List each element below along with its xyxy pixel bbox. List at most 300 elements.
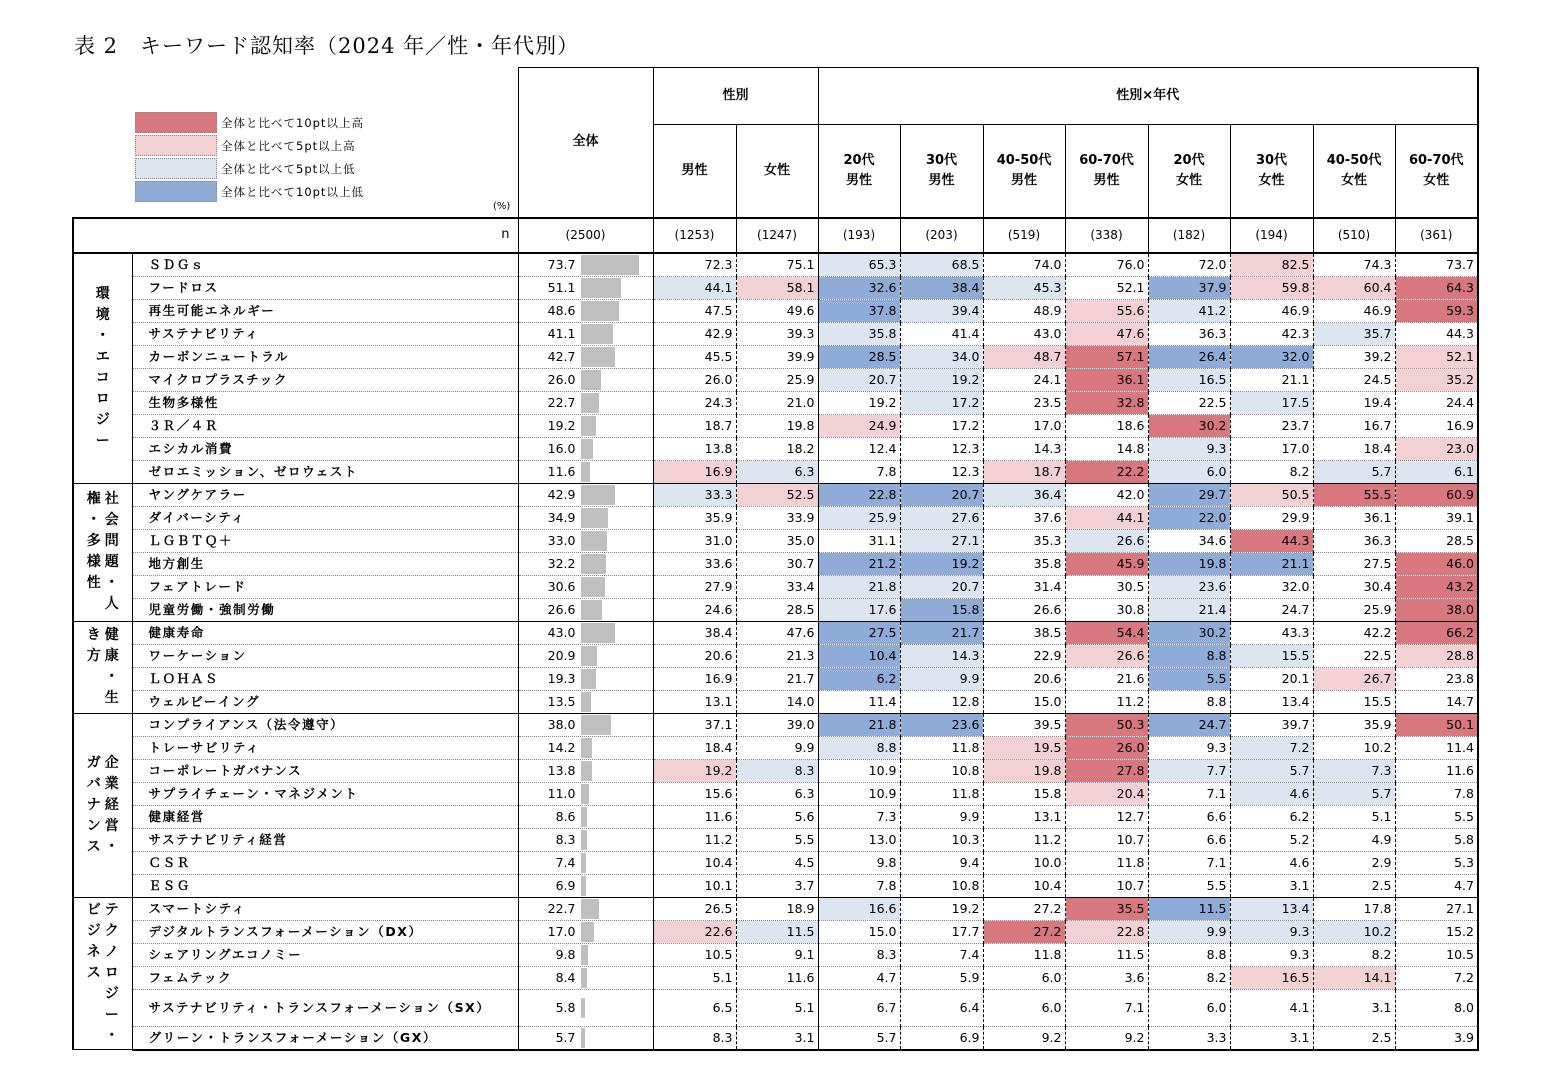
value-cell: 11.2 [983, 828, 1065, 851]
value-cell: 6.0 [983, 966, 1065, 989]
value-cell: 2.9 [1313, 851, 1395, 874]
value-cell: 34.6 [1148, 529, 1230, 552]
value-cell: 11.2 [653, 828, 736, 851]
keyword-label: エシカル消費 [132, 437, 518, 460]
total-cell [518, 575, 653, 598]
value-cell: 65.3 [818, 253, 900, 277]
value-cell: 5.5 [1148, 874, 1230, 897]
total-bar [581, 922, 595, 942]
value-cell: 50.3 [1065, 713, 1148, 736]
keyword-label: スマートシティ [132, 897, 518, 920]
table-row [73, 345, 1478, 368]
keyword-label: ワーケーション [132, 644, 518, 667]
value-cell: 39.9 [736, 345, 818, 368]
value-cell: 5.7 [1313, 460, 1395, 483]
keyword-label: 健康寿命 [132, 621, 518, 644]
keyword-label: デジタルトランスフォーメーション（DX） [132, 920, 518, 943]
value-cell: 3.1 [1230, 874, 1313, 897]
total-cell [518, 736, 653, 759]
value-cell: 33.6 [653, 552, 736, 575]
value-cell: 16.7 [1313, 414, 1395, 437]
value-cell: 39.1 [1395, 506, 1478, 529]
value-cell: 24.7 [1148, 713, 1230, 736]
total-bar [581, 577, 605, 597]
value-cell: 12.3 [900, 460, 983, 483]
total-cell [518, 667, 653, 690]
value-cell: 21.7 [900, 621, 983, 644]
value-cell: 30.5 [1065, 575, 1148, 598]
value-cell: 47.6 [1065, 322, 1148, 345]
value-cell: 10.2 [1313, 736, 1395, 759]
group-label: き 方 健 康 ・ 生 [73, 621, 132, 713]
total-bar [581, 623, 615, 643]
value-cell: 21.1 [1230, 368, 1313, 391]
keyword-label: ウェルビーイング [132, 690, 518, 713]
table-row [73, 690, 1478, 713]
value-cell: 11.6 [1395, 759, 1478, 782]
value-cell: 5.9 [900, 966, 983, 989]
value-cell: 27.5 [1313, 552, 1395, 575]
value-cell: 25.9 [1313, 598, 1395, 621]
value-cell: 20.4 [1065, 782, 1148, 805]
value-cell: 4.7 [1395, 874, 1478, 897]
value-cell: 16.9 [653, 460, 736, 483]
value-cell: 31.0 [653, 529, 736, 552]
value-cell: 7.3 [1313, 759, 1395, 782]
value-cell: 24.1 [983, 368, 1065, 391]
value-cell: 19.2 [900, 552, 983, 575]
keyword-label: トレーサビリティ [132, 736, 518, 759]
value-cell: 30.2 [1148, 621, 1230, 644]
value-cell: 6.3 [736, 782, 818, 805]
value-cell: 2.5 [1313, 874, 1395, 897]
keyword-label: フェアトレード [132, 575, 518, 598]
value-cell: 16.5 [1230, 966, 1313, 989]
value-cell: 14.1 [1313, 966, 1395, 989]
total-cell [518, 253, 653, 277]
value-cell: 4.6 [1230, 782, 1313, 805]
value-cell: 19.8 [983, 759, 1065, 782]
value-cell: 59.8 [1230, 276, 1313, 299]
table-row [73, 828, 1478, 851]
value-cell: 7.8 [818, 874, 900, 897]
value-cell: 27.9 [653, 575, 736, 598]
value-cell: 5.7 [1313, 782, 1395, 805]
value-cell: 74.0 [983, 253, 1065, 277]
value-cell: 35.8 [818, 322, 900, 345]
group-label: 環 境 ・ エ コ ロ ジ ー [73, 253, 132, 484]
value-cell: 12.8 [900, 690, 983, 713]
total-cell [518, 552, 653, 575]
value-cell: 11.8 [1065, 851, 1148, 874]
value-cell: 52.5 [736, 483, 818, 506]
table-row [73, 943, 1478, 966]
value-cell: 24.5 [1313, 368, 1395, 391]
table-row [73, 897, 1478, 920]
keyword-label: ヤングケアラー [132, 483, 518, 506]
value-cell: 50.5 [1230, 483, 1313, 506]
value-cell: 17.2 [900, 414, 983, 437]
value-cell: 72.0 [1148, 253, 1230, 277]
value-cell: 27.2 [983, 897, 1065, 920]
value-cell: 10.9 [818, 759, 900, 782]
table-row [73, 713, 1478, 736]
value-cell: 5.1 [736, 989, 818, 1026]
value-cell: 74.3 [1313, 253, 1395, 277]
table-row [73, 368, 1478, 391]
total-cell [518, 483, 653, 506]
value-cell: 33.3 [653, 483, 736, 506]
total-cell [518, 621, 653, 644]
keyword-label: 再生可能エネルギー [132, 299, 518, 322]
header-total: 全体 [518, 68, 653, 218]
keyword-label: ＳＤＧｓ [132, 253, 518, 277]
total-value: 5.8 [555, 999, 576, 1015]
value-cell: 13.8 [653, 437, 736, 460]
table-row [73, 644, 1478, 667]
total-value: 51.1 [547, 279, 576, 295]
value-cell: 9.3 [1148, 437, 1230, 460]
total-cell [518, 391, 653, 414]
value-cell: 22.8 [818, 483, 900, 506]
total-cell [518, 920, 653, 943]
value-cell: 9.8 [818, 851, 900, 874]
value-cell: 7.3 [818, 805, 900, 828]
total-bar [581, 692, 592, 712]
value-cell: 25.9 [736, 368, 818, 391]
value-cell: 17.0 [983, 414, 1065, 437]
value-cell: 45.5 [653, 345, 736, 368]
value-cell: 27.5 [818, 621, 900, 644]
value-cell: 18.2 [736, 437, 818, 460]
value-cell: 17.7 [900, 920, 983, 943]
total-value: 22.7 [547, 394, 576, 410]
n-value: (194) [1230, 218, 1313, 253]
value-cell: 15.5 [1230, 644, 1313, 667]
value-cell: 20.7 [900, 575, 983, 598]
value-cell: 75.1 [736, 253, 818, 277]
value-cell: 5.5 [1395, 805, 1478, 828]
value-cell: 6.3 [736, 460, 818, 483]
column-header: 30代 女性 [1230, 125, 1313, 218]
value-cell: 14.3 [900, 644, 983, 667]
total-cell [518, 805, 653, 828]
value-cell: 39.5 [983, 713, 1065, 736]
total-value: 16.0 [547, 440, 576, 456]
total-value: 33.0 [547, 532, 576, 548]
value-cell: 14.3 [983, 437, 1065, 460]
value-cell: 6.9 [900, 1026, 983, 1050]
keyword-label: ３Ｒ／４Ｒ [132, 414, 518, 437]
value-cell: 11.5 [1065, 943, 1148, 966]
table-row [73, 529, 1478, 552]
value-cell: 27.1 [900, 529, 983, 552]
value-cell: 28.5 [736, 598, 818, 621]
column-header: 60-70代 女性 [1395, 125, 1478, 218]
total-cell [518, 460, 653, 483]
keyword-label: サプライチェーン・マネジメント [132, 782, 518, 805]
total-bar [581, 876, 587, 896]
total-value: 42.7 [547, 348, 576, 364]
value-cell: 9.3 [1230, 943, 1313, 966]
keyword-label: ＬＯＨＡＳ [132, 667, 518, 690]
value-cell: 35.9 [1313, 713, 1395, 736]
value-cell: 22.0 [1148, 506, 1230, 529]
total-value: 32.2 [547, 555, 576, 571]
value-cell: 42.3 [1230, 322, 1313, 345]
total-cell [518, 368, 653, 391]
n-value: (1247) [736, 218, 818, 253]
value-cell: 23.6 [1148, 575, 1230, 598]
value-cell: 14.7 [1395, 690, 1478, 713]
total-value: 8.3 [555, 831, 576, 847]
value-cell: 5.2 [1230, 828, 1313, 851]
total-cell [518, 345, 653, 368]
value-cell: 11.2 [1065, 690, 1148, 713]
column-header: 40-50代 女性 [1313, 125, 1395, 218]
total-bar [581, 715, 611, 735]
value-cell: 30.7 [736, 552, 818, 575]
value-cell: 15.2 [1395, 920, 1478, 943]
value-cell: 10.0 [983, 851, 1065, 874]
legend-area [73, 68, 518, 218]
keyword-label: カーボンニュートラル [132, 345, 518, 368]
value-cell: 35.9 [653, 506, 736, 529]
value-cell: 8.2 [1313, 943, 1395, 966]
value-cell: 11.4 [1395, 736, 1478, 759]
value-cell: 9.9 [1148, 920, 1230, 943]
table-row [73, 667, 1478, 690]
total-bar [581, 508, 609, 528]
total-cell [518, 598, 653, 621]
table-row [73, 414, 1478, 437]
n-label: n [73, 218, 518, 253]
value-cell: 60.4 [1313, 276, 1395, 299]
value-cell: 27.2 [983, 920, 1065, 943]
value-cell: 39.2 [1313, 345, 1395, 368]
value-cell: 29.7 [1148, 483, 1230, 506]
value-cell: 21.6 [1065, 667, 1148, 690]
value-cell: 22.8 [1065, 920, 1148, 943]
value-cell: 15.8 [900, 598, 983, 621]
value-cell: 19.2 [900, 897, 983, 920]
value-cell: 16.9 [653, 667, 736, 690]
value-cell: 5.8 [1395, 828, 1478, 851]
value-cell: 9.9 [900, 805, 983, 828]
value-cell: 6.2 [818, 667, 900, 690]
value-cell: 29.9 [1230, 506, 1313, 529]
value-cell: 5.1 [1313, 805, 1395, 828]
value-cell: 10.8 [900, 874, 983, 897]
total-cell [518, 989, 653, 1026]
value-cell: 13.4 [1230, 690, 1313, 713]
value-cell: 10.5 [653, 943, 736, 966]
value-cell: 21.2 [818, 552, 900, 575]
total-cell [518, 1026, 653, 1050]
value-cell: 38.4 [900, 276, 983, 299]
total-value: 13.5 [547, 693, 576, 709]
total-cell [518, 828, 653, 851]
table-row [73, 920, 1478, 943]
value-cell: 19.4 [1313, 391, 1395, 414]
value-cell: 23.7 [1230, 414, 1313, 437]
value-cell: 42.2 [1313, 621, 1395, 644]
total-value: 22.7 [547, 900, 576, 916]
value-cell: 28.8 [1395, 644, 1478, 667]
value-cell: 6.5 [653, 989, 736, 1026]
total-cell [518, 437, 653, 460]
value-cell: 73.7 [1395, 253, 1478, 277]
value-cell: 64.3 [1395, 276, 1478, 299]
value-cell: 4.5 [736, 851, 818, 874]
value-cell: 42.9 [653, 322, 736, 345]
value-cell: 24.6 [653, 598, 736, 621]
value-cell: 55.5 [1313, 483, 1395, 506]
value-cell: 46.9 [1313, 299, 1395, 322]
value-cell: 3.1 [1230, 1026, 1313, 1050]
total-value: 42.9 [547, 486, 576, 502]
value-cell: 11.6 [653, 805, 736, 828]
value-cell: 11.6 [736, 966, 818, 989]
value-cell: 11.5 [1148, 897, 1230, 920]
value-cell: 37.1 [653, 713, 736, 736]
value-cell: 52.1 [1065, 276, 1148, 299]
value-cell: 13.4 [1230, 897, 1313, 920]
value-cell: 26.0 [1065, 736, 1148, 759]
n-value: (361) [1395, 218, 1478, 253]
value-cell: 24.4 [1395, 391, 1478, 414]
total-value: 14.2 [547, 739, 576, 755]
value-cell: 39.4 [900, 299, 983, 322]
value-cell: 48.9 [983, 299, 1065, 322]
total-bar [581, 646, 598, 666]
value-cell: 10.4 [653, 851, 736, 874]
value-cell: 12.4 [818, 437, 900, 460]
group-label: 権 ・ 多 様 性 社 会 問 題 ・ 人 [73, 483, 132, 621]
table-row [73, 989, 1478, 1026]
total-value: 20.9 [547, 647, 576, 663]
keyword-label: コーポレートガバナンス [132, 759, 518, 782]
value-cell: 6.0 [983, 989, 1065, 1026]
value-cell: 33.4 [736, 575, 818, 598]
keyword-label: サステナビリティ・トランスフォーメーション（SX） [132, 989, 518, 1026]
value-cell: 38.4 [653, 621, 736, 644]
value-cell: 44.3 [1230, 529, 1313, 552]
value-cell: 26.7 [1313, 667, 1395, 690]
keyword-label: シェアリングエコノミー [132, 943, 518, 966]
total-bar [581, 255, 640, 275]
value-cell: 4.1 [1230, 989, 1313, 1026]
column-header: 20代 女性 [1148, 125, 1230, 218]
table-row [73, 483, 1478, 506]
value-cell: 5.7 [818, 1026, 900, 1050]
keyword-label: ＣＳＲ [132, 851, 518, 874]
value-cell: 8.8 [1148, 690, 1230, 713]
value-cell: 3.1 [1313, 989, 1395, 1026]
column-header: 20代 男性 [818, 125, 900, 218]
value-cell: 43.0 [983, 322, 1065, 345]
value-cell: 42.0 [1065, 483, 1148, 506]
value-cell: 24.7 [1230, 598, 1313, 621]
value-cell: 19.2 [900, 368, 983, 391]
keyword-label: マイクロプラスチック [132, 368, 518, 391]
value-cell: 32.0 [1230, 345, 1313, 368]
total-bar [581, 738, 592, 758]
value-cell: 52.1 [1395, 345, 1478, 368]
value-cell: 17.8 [1313, 897, 1395, 920]
value-cell: 12.7 [1065, 805, 1148, 828]
value-cell: 26.5 [653, 897, 736, 920]
n-value: (1253) [653, 218, 736, 253]
keyword-label: グリーン・トランスフォーメーション（GX） [132, 1026, 518, 1050]
value-cell: 60.9 [1395, 483, 1478, 506]
column-header: 60-70代 男性 [1065, 125, 1148, 218]
n-value: (510) [1313, 218, 1395, 253]
table-row [73, 966, 1478, 989]
total-cell [518, 299, 653, 322]
unit-label: (%) [493, 201, 511, 212]
total-cell [518, 851, 653, 874]
value-cell: 28.5 [1395, 529, 1478, 552]
column-header: 女性 [736, 125, 818, 218]
value-cell: 4.9 [1313, 828, 1395, 851]
total-cell [518, 276, 653, 299]
value-cell: 10.9 [818, 782, 900, 805]
total-bar [581, 830, 588, 850]
total-bar [581, 784, 590, 804]
group-label: ガ バ ナ ン ス 企 業 経 営 ・ [73, 713, 132, 897]
value-cell: 32.6 [818, 276, 900, 299]
value-cell: 32.0 [1230, 575, 1313, 598]
total-bar [581, 439, 594, 459]
total-bar [581, 807, 588, 827]
value-cell: 5.6 [736, 805, 818, 828]
total-cell [518, 322, 653, 345]
value-cell: 41.4 [900, 322, 983, 345]
value-cell: 4.6 [1230, 851, 1313, 874]
value-cell: 3.3 [1148, 1026, 1230, 1050]
value-cell: 10.7 [1065, 828, 1148, 851]
total-bar [581, 998, 586, 1018]
keyword-label: フェムテック [132, 966, 518, 989]
keyword-label: ゼロエミッション、ゼロウェスト [132, 460, 518, 483]
keyword-label: コンプライアンス（法令遵守） [132, 713, 518, 736]
group-label: ビ ジ ネ ス テ ク ノ ロ ジ ー ・ [73, 897, 132, 1050]
table-row [73, 437, 1478, 460]
value-cell: 6.0 [1148, 989, 1230, 1026]
n-value: (338) [1065, 218, 1148, 253]
value-cell: 22.6 [653, 920, 736, 943]
value-cell: 45.9 [1065, 552, 1148, 575]
value-cell: 20.1 [1230, 667, 1313, 690]
total-value: 7.4 [555, 854, 576, 870]
value-cell: 3.7 [736, 874, 818, 897]
value-cell: 5.3 [1395, 851, 1478, 874]
total-cell [518, 966, 653, 989]
value-cell: 18.4 [653, 736, 736, 759]
value-cell: 45.3 [983, 276, 1065, 299]
value-cell: 7.8 [1395, 782, 1478, 805]
value-cell: 50.1 [1395, 713, 1478, 736]
total-value: 11.0 [547, 785, 576, 801]
total-bar [581, 485, 615, 505]
value-cell: 6.6 [1148, 805, 1230, 828]
table-row [73, 276, 1478, 299]
keyword-label: 生物多様性 [132, 391, 518, 414]
table-row [73, 575, 1478, 598]
value-cell: 10.4 [818, 644, 900, 667]
value-cell: 35.5 [1065, 897, 1148, 920]
